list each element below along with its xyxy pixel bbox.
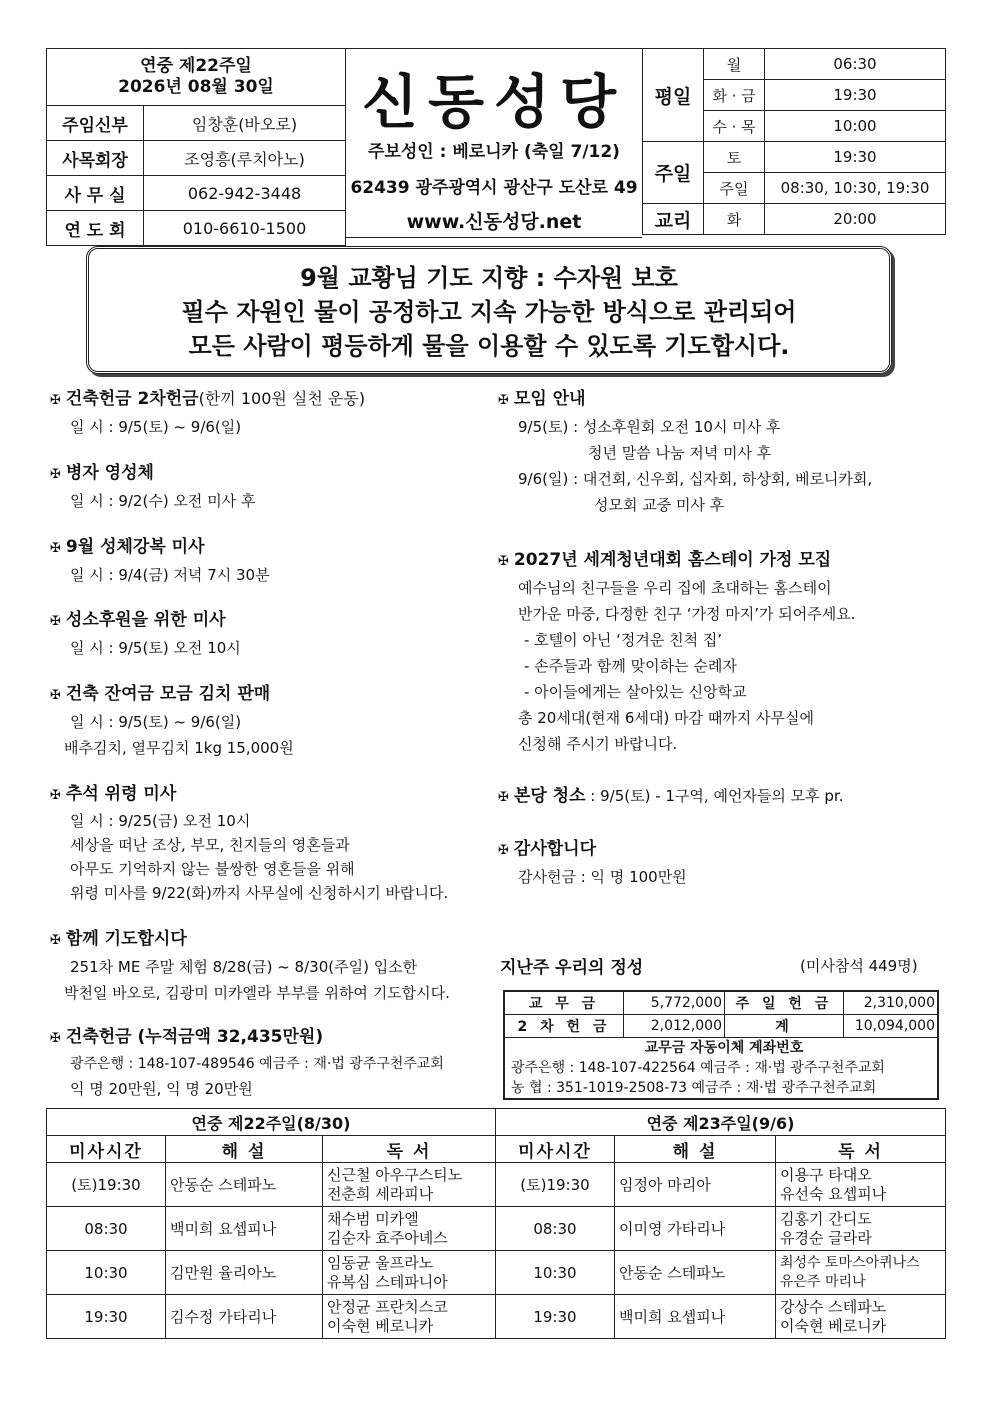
notice-title: 감사합니다	[513, 839, 597, 859]
cross-mark-icon: ✠	[50, 393, 61, 408]
notice-vocation-mass	[50, 607, 241, 661]
mass-time: 19:30	[765, 80, 946, 111]
notice-line: 박천일 바오로, 김광미 미카엘라 부부를 위하여 기도합시다.	[64, 984, 450, 1002]
notice-line: - 손주들과 함께 맞이하는 순례자	[524, 657, 737, 675]
header-info-table	[46, 48, 346, 246]
notice-title: 9월 성체강복 미사	[65, 537, 205, 557]
notice-title: 추석 위령 미사	[65, 784, 177, 804]
mass-time: 10:00	[765, 111, 946, 142]
notice-building-2nd	[50, 386, 365, 440]
notice-title: 건축헌금 2차헌금	[65, 389, 199, 409]
offering-value: 2,310,000	[844, 991, 939, 1015]
offering-label: 교 무 금	[504, 991, 624, 1015]
offering-value: 2,012,000	[624, 1015, 725, 1038]
reader-cell	[323, 1295, 496, 1339]
col-read: 독 서	[776, 1136, 946, 1163]
announcer-cell: 백미희 요셉피나	[166, 1207, 323, 1251]
notice-line: 일 시 : 9/2(수) 오전 미사 후	[70, 492, 256, 510]
mass-day: 수 · 목	[704, 111, 765, 142]
notice-line: - 아이들에게는 살아있는 신앙학교	[524, 683, 747, 701]
notice-cleaning	[498, 783, 844, 811]
account-title: 교무금 자동이체 계좌번호	[644, 1040, 804, 1056]
offering-table	[503, 990, 939, 1100]
mass-time: 19:30	[765, 142, 946, 173]
mass-day: 화	[704, 204, 765, 235]
reader-name: 김순자 효주아녜스	[327, 1228, 448, 1247]
ministry-schedule-table	[46, 1108, 946, 1339]
notice-line: 총 20세대(현재 6세대) 마감 때까지 사무실에	[518, 709, 815, 727]
reader-name: 임동균 울프라노	[327, 1253, 434, 1272]
info-label: 주임신부	[47, 106, 144, 141]
notice-title-extra: (한끼 100원 실천 운동)	[198, 389, 366, 408]
col-read: 독 서	[323, 1136, 496, 1163]
cross-mark-icon: ✠	[498, 790, 509, 805]
table-row	[47, 1163, 946, 1207]
table-row	[47, 1251, 946, 1295]
reader-name: 최성수 토마스아퀴나스	[780, 1254, 920, 1271]
catechism-label: 교리	[643, 204, 704, 235]
info-value: 조영흥(루치아노)	[144, 141, 346, 176]
info-label: 연 도 회	[47, 211, 144, 246]
notice-line: 예수님의 친구들을 우리 집에 초대하는 홈스테이	[518, 579, 832, 597]
offering-title: 지난주 우리의 정성	[500, 958, 644, 978]
notice-line: 청년 말씀 나눔 저녁 미사 후	[588, 444, 772, 462]
reader-name: 신근철 아우구스티노	[327, 1165, 463, 1184]
notice-line: 감사헌금 : 익 명 100만원	[518, 868, 687, 886]
notice-inline: : 9/5(토) - 1구역, 예언자들의 모후 pr.	[585, 787, 844, 805]
reader-name: 채수범 미카엘	[327, 1209, 419, 1228]
info-value: 임창훈(바오로)	[144, 106, 346, 141]
reader-name: 유복심 스테파니아	[327, 1272, 448, 1291]
attendance-label: (미사참석 449명)	[800, 957, 918, 975]
address-line: 62439 광주광역시 광산구 도산로 49	[350, 178, 638, 198]
notice-line: 일 시 : 9/4(금) 저녁 7시 30분	[70, 566, 270, 584]
mass-time-cell: 10:30	[47, 1251, 166, 1295]
offering-label: 주 일 헌 금	[725, 991, 844, 1015]
account-info	[504, 1038, 938, 1100]
mass-time: 06:30	[765, 49, 946, 80]
notice-line: 일 시 : 9/5(토) 오전 10시	[70, 639, 241, 657]
sunday-label: 주일	[643, 142, 704, 204]
notice-line: 성모회 교중 미사 후	[594, 496, 725, 514]
notice-title: 성소후원을 위한 미사	[65, 610, 226, 630]
info-label: 사 무 실	[47, 176, 144, 211]
reader-name: 강상수 스테파노	[780, 1297, 887, 1316]
announcer-cell: 김수정 가타리나	[166, 1295, 323, 1339]
offering-value: 10,094,000	[844, 1015, 939, 1038]
mass-day: 월	[704, 49, 765, 80]
offering-label: 2 차 헌 금	[504, 1015, 624, 1038]
website-link[interactable]: www.신동성당.net	[406, 211, 582, 233]
week1-title: 연중 제22주일(8/30)	[47, 1109, 496, 1136]
prayer-line: 9월 교황님 기도 지향 : 수자원 보호	[300, 264, 678, 292]
reader-name: 안정균 프란치스코	[327, 1297, 448, 1316]
notice-benediction	[50, 534, 270, 588]
prayer-line: 필수 자원인 물이 공정하고 지속 가능한 방식으로 관리되어	[181, 298, 797, 326]
notice-line: 세상을 떠난 조상, 부모, 친지들의 영혼들과	[70, 836, 350, 854]
reader-name: 김홍기 간디도	[780, 1209, 872, 1228]
reader-cell	[323, 1207, 496, 1251]
reader-cell	[323, 1251, 496, 1295]
mass-day: 화 · 금	[704, 80, 765, 111]
notice-homestay	[498, 547, 855, 757]
notice-kimchi-sale	[50, 681, 294, 761]
mass-time: 20:00	[765, 204, 946, 235]
notice-building-fund	[50, 1024, 444, 1102]
table-row	[47, 1207, 946, 1251]
mass-time-cell: (토)19:30	[496, 1163, 615, 1207]
notice-title: 2027년 세계청년대회 홈스테이 가정 모집	[513, 550, 832, 570]
notice-line: 위령 미사를 9/22(화)까지 사무실에 신청하시기 바랍니다.	[70, 884, 449, 902]
info-value: 062-942-3448	[144, 176, 346, 211]
week-label: 연중 제22주일	[140, 56, 252, 76]
offering-value: 5,772,000	[624, 991, 725, 1015]
cross-mark-icon: ✠	[50, 467, 61, 482]
prayer-intention-box	[86, 246, 892, 374]
mass-schedule-table	[642, 48, 946, 235]
cross-mark-icon: ✠	[50, 1031, 61, 1046]
reader-cell	[776, 1207, 946, 1251]
notice-title: 함께 기도합시다	[65, 929, 187, 949]
info-label: 사목회장	[47, 141, 144, 176]
mass-time-cell: (토)19:30	[47, 1163, 166, 1207]
patron-line: 주보성인 : 베로니카 (축일 7/12)	[368, 142, 620, 162]
mass-time-cell: 19:30	[496, 1295, 615, 1339]
reader-name: 유선숙 요셉피나	[780, 1184, 887, 1203]
announcer-cell: 백미희 요셉피나	[615, 1295, 776, 1339]
notice-line: 반가운 마중, 다정한 친구 ‘가정 마지’가 되어주세요.	[518, 605, 856, 623]
reader-name: 이숙현 베로니카	[327, 1316, 434, 1335]
cross-mark-icon: ✠	[50, 614, 61, 629]
announcer-cell: 김만원 율리아노	[166, 1251, 323, 1295]
church-name: 신동성당	[361, 68, 627, 136]
mass-time-cell: 10:30	[496, 1251, 615, 1295]
cross-mark-icon: ✠	[50, 933, 61, 948]
notice-title: 건축헌금 (누적금액 32,435만원)	[65, 1027, 324, 1047]
cross-mark-icon: ✠	[50, 541, 61, 556]
notice-line: - 호텔이 아닌 ‘정겨운 친척 집’	[524, 631, 723, 649]
weekday-label: 평일	[643, 49, 704, 142]
offering-label: 계	[725, 1015, 844, 1038]
mass-time: 08:30, 10:30, 19:30	[765, 173, 946, 204]
cross-mark-icon: ✠	[50, 788, 61, 803]
notice-line: 익 명 20만원, 익 명 20만원	[70, 1080, 253, 1098]
notice-thanks	[498, 836, 687, 890]
mass-time-cell: 08:30	[496, 1207, 615, 1251]
info-value: 010-6610-1500	[144, 211, 346, 246]
reader-cell	[776, 1251, 946, 1295]
notice-line: 9/6(일) : 대건회, 신우회, 십자회, 하상회, 베로니카회,	[518, 470, 873, 488]
header-center	[346, 48, 642, 238]
notice-title: 병자 영성체	[65, 463, 154, 483]
mass-day: 주일	[704, 173, 765, 204]
account-line: 농 협 : 351-1019-2508-73 예금주 : 재·법 광주구천주교회	[511, 1080, 877, 1096]
notice-line: 일 시 : 9/5(토) ~ 9/6(일)	[70, 418, 242, 436]
notice-line: 9/5(토) : 성소후원회 오전 10시 미사 후	[518, 418, 781, 436]
announcer-cell: 안동순 스테파노	[615, 1251, 776, 1295]
reader-name: 전춘희 세라피나	[327, 1184, 434, 1203]
notice-meetings	[498, 386, 872, 518]
week2-title: 연중 제23주일(9/6)	[496, 1109, 946, 1136]
reader-cell	[323, 1163, 496, 1207]
cross-mark-icon: ✠	[498, 393, 509, 408]
reader-cell	[776, 1163, 946, 1207]
notice-line: 신청해 주시기 바랍니다.	[518, 735, 678, 753]
notice-pray-together	[50, 926, 450, 1006]
announcer-cell: 임정아 마리아	[615, 1163, 776, 1207]
table-row	[47, 1295, 946, 1339]
reader-name: 유은주 마리나	[780, 1273, 866, 1290]
date-label: 2026년 08월 30일	[118, 77, 274, 97]
notice-line: 아무도 기억하지 않는 불쌍한 영혼들을 위해	[70, 860, 355, 878]
mass-time-cell: 08:30	[47, 1207, 166, 1251]
notice-chuseok-mass	[50, 781, 448, 905]
notice-line: 251차 ME 주말 체험 8/28(금) ~ 8/30(주일) 입소한	[70, 958, 418, 976]
col-time: 미사시간	[496, 1136, 615, 1163]
cross-mark-icon: ✠	[498, 554, 509, 569]
reader-cell	[776, 1295, 946, 1339]
prayer-line: 모든 사람이 평등하게 물을 이용할 수 있도록 기도합시다.	[188, 332, 790, 360]
reader-name: 이숙현 베로니카	[780, 1316, 887, 1335]
cross-mark-icon: ✠	[498, 843, 509, 858]
notice-line: 광주은행 : 148-107-489546 예금주 : 재·법 광주구천주교회	[70, 1056, 444, 1072]
cross-mark-icon: ✠	[50, 688, 61, 703]
notice-line: 일 시 : 9/25(금) 오전 10시	[70, 812, 251, 830]
notice-sick-communion	[50, 460, 255, 514]
notice-title: 모임 안내	[513, 389, 586, 409]
col-time: 미사시간	[47, 1136, 166, 1163]
notice-title: 본당 청소	[513, 786, 586, 806]
notice-line: 일 시 : 9/5(토) ~ 9/6(일)	[70, 713, 242, 731]
reader-name: 유경순 글라라	[780, 1228, 872, 1247]
reader-name: 이용구 타대오	[780, 1165, 872, 1184]
mass-time-cell: 19:30	[47, 1295, 166, 1339]
account-line: 광주은행 : 148-107-422564 예금주 : 재·법 광주구천주교회	[511, 1060, 885, 1076]
week-date-cell	[47, 49, 346, 106]
col-ann: 해 설	[166, 1136, 323, 1163]
announcer-cell: 이미영 가타리나	[615, 1207, 776, 1251]
notice-line: 배추김치, 열무김치 1kg 15,000원	[64, 739, 294, 757]
mass-day: 토	[704, 142, 765, 173]
announcer-cell: 안동순 스테파노	[166, 1163, 323, 1207]
col-ann: 해 설	[615, 1136, 776, 1163]
notice-title: 건축 잔여금 모금 김치 판매	[65, 684, 271, 704]
